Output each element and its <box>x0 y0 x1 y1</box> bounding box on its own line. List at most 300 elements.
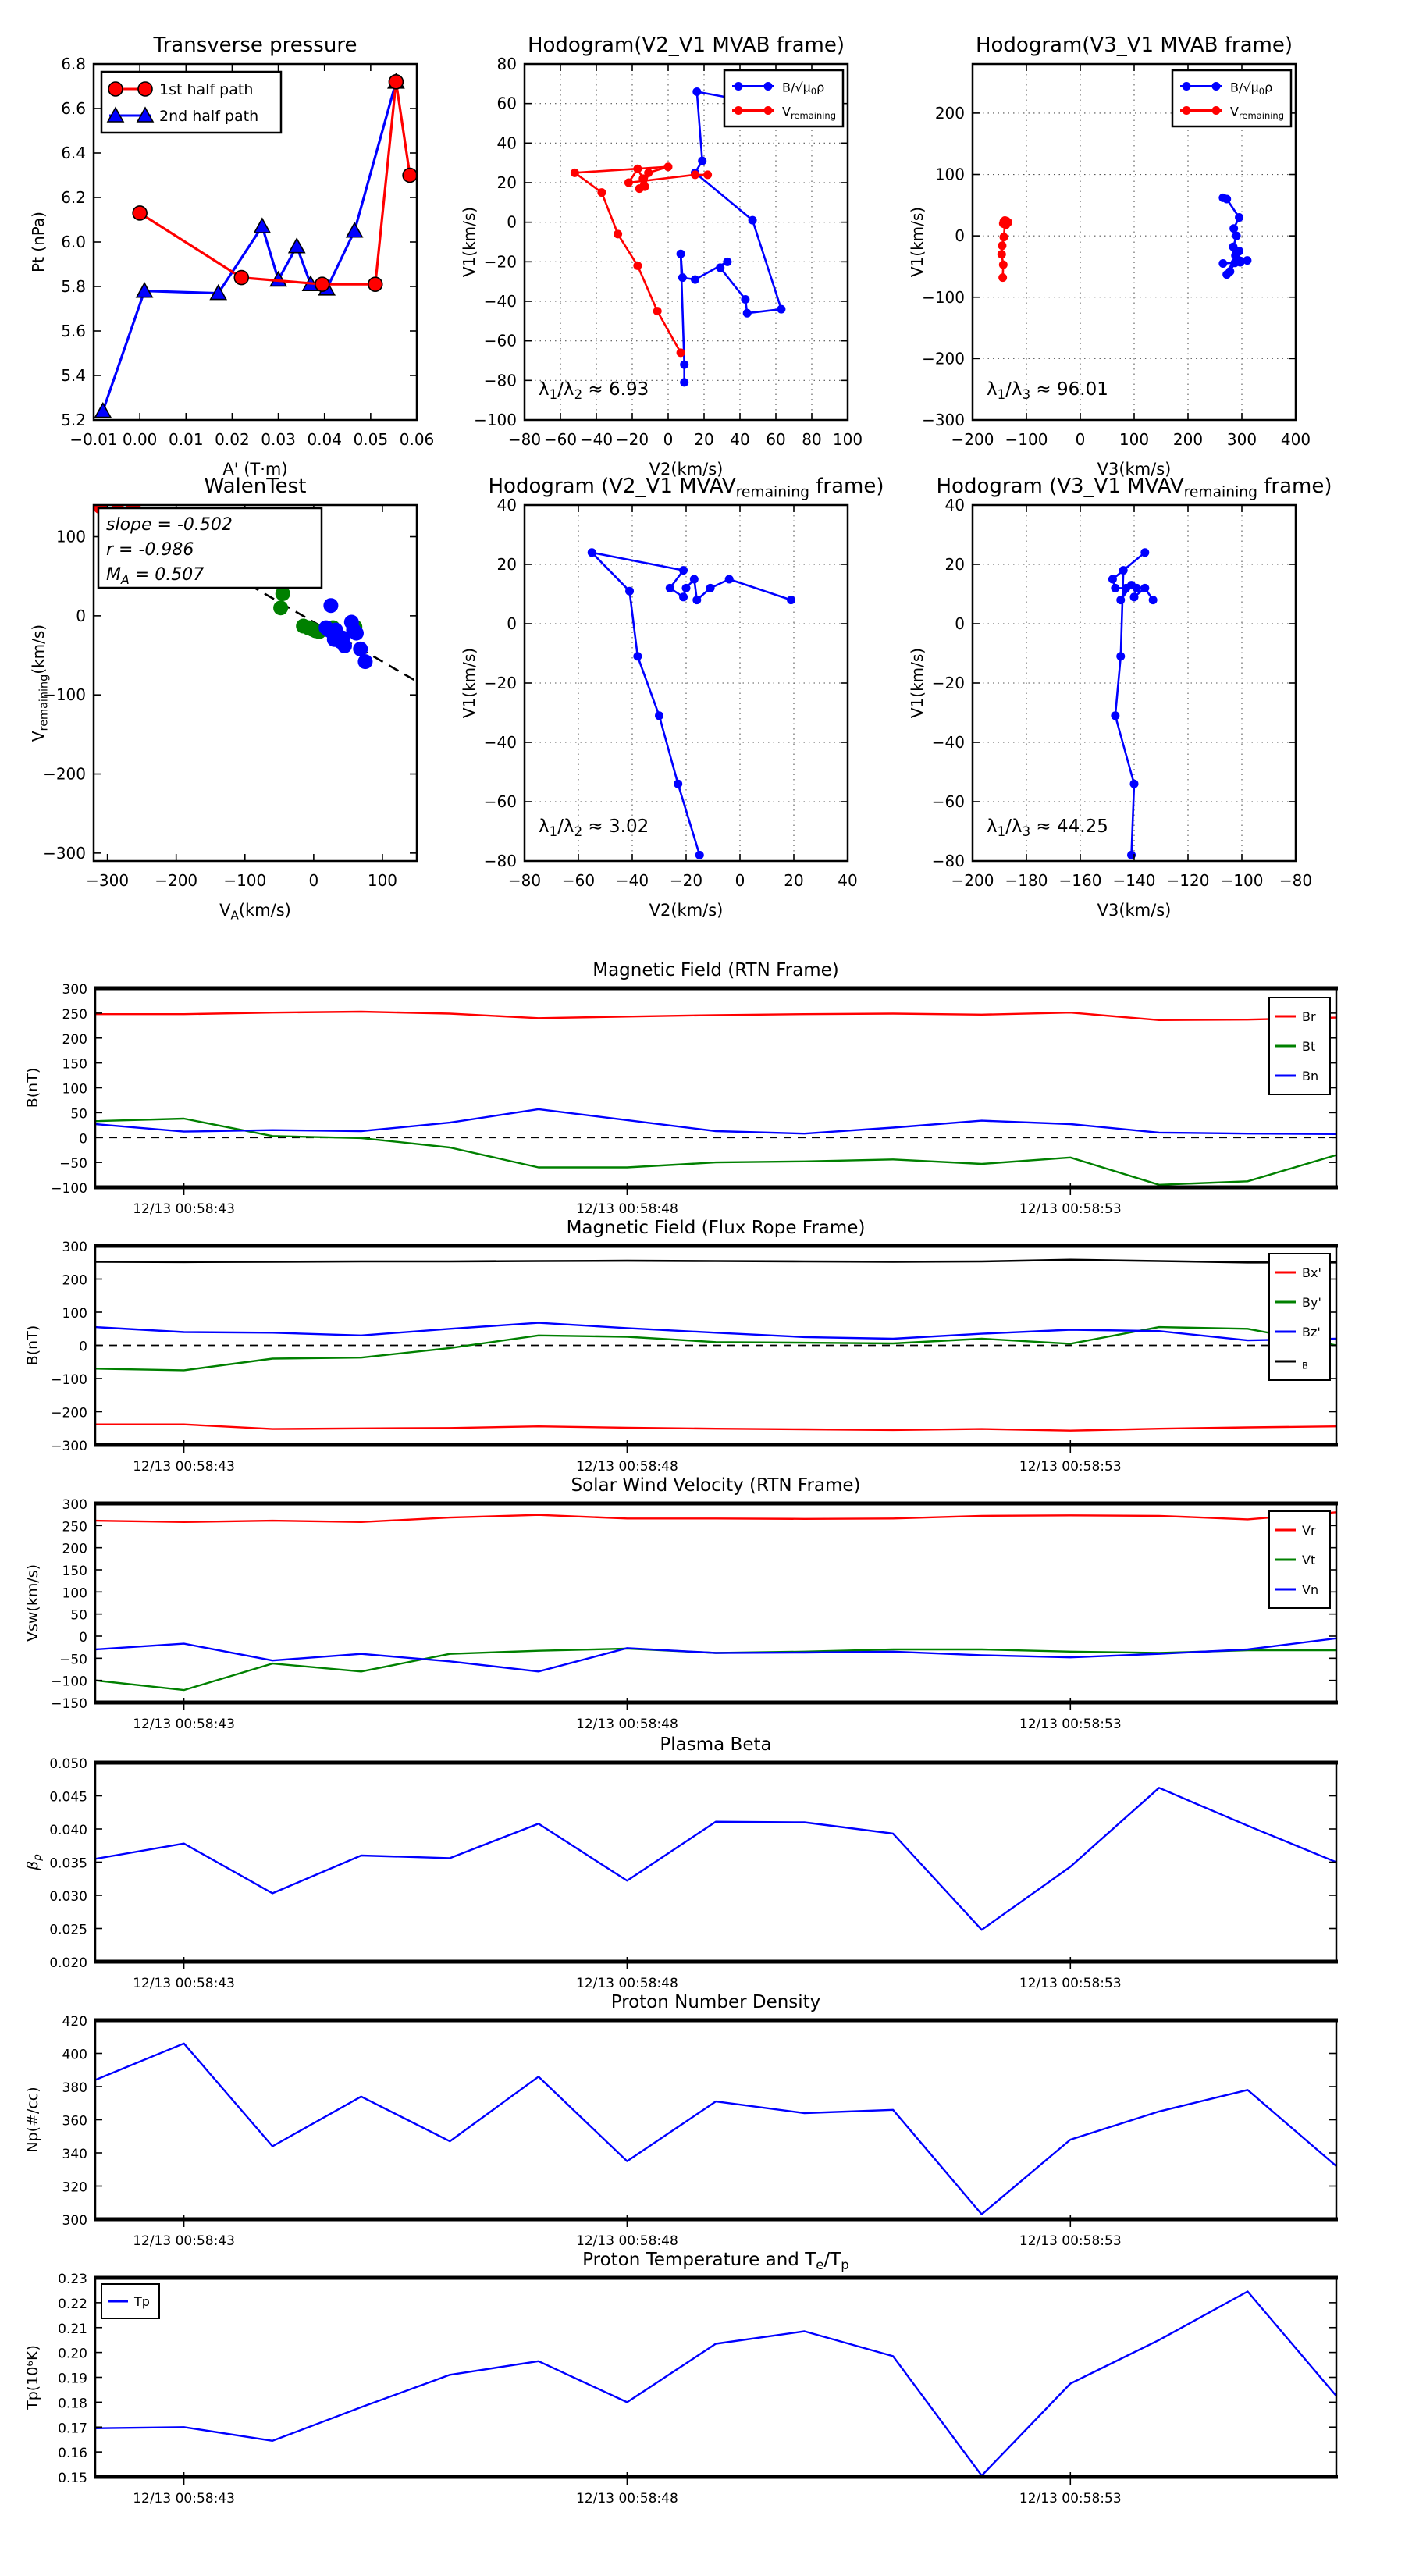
series-b-over-sqrt-mu0-rho-marker <box>1116 652 1125 660</box>
x-tick-label: −200 <box>155 871 198 890</box>
series-b-over-sqrt-mu0-rho-marker <box>787 596 795 604</box>
series-b-over-sqrt-mu0-rho-marker <box>1116 596 1125 604</box>
x-tick-label: −20 <box>669 871 703 890</box>
series-v-remaining-marker <box>641 183 649 191</box>
series-br-line <box>95 1012 1336 1020</box>
series-scatter-blue-marker <box>323 598 338 613</box>
series-group <box>95 2044 1336 2215</box>
panel-title: Hodogram (V3_V1 $MVAV_{remaining}$ frame) <box>936 475 1332 501</box>
x-axis-label: A' (T·m) <box>222 460 288 479</box>
x-tick-label: 0.06 <box>399 430 435 449</box>
series-v-remaining-marker <box>677 348 685 357</box>
x-tick-label: −300 <box>86 871 130 890</box>
legend-v-remaining-label: $V_{remaining}$ <box>782 104 837 121</box>
x-tick-label: 12/13 00:58:48 <box>576 2491 678 2507</box>
panel-title: Magnetic Field (Flux Rope Frame) <box>566 1218 866 1238</box>
legend-b-0--marker <box>1183 82 1191 91</box>
y-tick-label: 300 <box>62 982 87 998</box>
series-b-over-sqrt-mu0-rho-marker <box>1222 270 1231 279</box>
annotation-text: $\lambda_1/\lambda_3 \approx 44.25$ <box>987 817 1108 840</box>
y-tick-label: 0.045 <box>49 1789 87 1806</box>
x-tick-label: 40 <box>730 430 750 449</box>
legend-by'-label: By' <box>1302 1295 1321 1310</box>
y-tick-label: 40 <box>944 496 965 514</box>
series-b-over-sqrt-mu0-rho-marker <box>680 378 688 386</box>
y-axis-label: $\beta_p$ <box>24 1854 44 1870</box>
y-tick-label: 50 <box>70 1106 87 1123</box>
series-b-over-sqrt-mu0-rho-marker <box>588 548 596 557</box>
y-tick-label: 380 <box>62 2080 87 2096</box>
x-axis-label: V3(km/s) <box>1097 460 1172 479</box>
x-tick-label: 100 <box>832 430 863 449</box>
series-scatter-green-marker <box>273 600 288 615</box>
y-tick-label: 0.020 <box>49 1955 87 1971</box>
series-v-remaining-marker <box>571 169 579 177</box>
y-tick-label: 300 <box>62 1497 87 1513</box>
series-scatter-blue-marker <box>357 654 372 669</box>
legend-1st-half-path-marker <box>108 82 123 96</box>
panel-hodogram-v3v1-mvav <box>908 475 1332 920</box>
annotation-text: $\lambda_1/\lambda_2 \approx 3.02$ <box>539 817 649 840</box>
x-tick-label: 20 <box>694 430 714 449</box>
y-tick-label: −60 <box>483 331 517 350</box>
series-b-over-sqrt-mu0-rho-marker <box>677 250 685 258</box>
axes-spines <box>95 1503 1336 1703</box>
y-tick-label: 60 <box>496 94 517 113</box>
panel-hodogram-v2v1-mvav <box>460 475 884 920</box>
legend--b--label: B <box>1302 1360 1308 1372</box>
series-v-remaining-marker <box>633 165 642 173</box>
y-axis-label: B(nT) <box>24 1325 41 1366</box>
y-tick-label: 80 <box>496 55 517 73</box>
series-b-over-sqrt-mu0-rho-marker <box>725 575 734 584</box>
panel-plasma-beta <box>24 1735 1338 1991</box>
series-bt-line <box>95 1119 1336 1185</box>
y-tick-label: 6.8 <box>61 55 86 73</box>
series-b-over-sqrt-mu0-rho-marker <box>666 584 674 592</box>
series-1st-half-path-marker <box>133 206 147 220</box>
series-scatter-blue-marker <box>353 642 368 656</box>
y-tick-label: 0.16 <box>58 2446 87 2462</box>
series-b-over-sqrt-mu0-rho-marker <box>691 276 699 284</box>
x-tick-label: 200 <box>1172 430 1204 449</box>
y-tick-label: 0.23 <box>58 2272 87 2287</box>
y-tick-label: 40 <box>496 133 517 153</box>
legend-b-0--label: $B/√\mu_0\rho$ <box>782 80 825 97</box>
y-tick-label: −40 <box>931 733 965 752</box>
x-tick-label: −20 <box>615 430 649 449</box>
series-b-over-sqrt-mu0-rho-marker <box>674 780 682 788</box>
axes-spines <box>95 1763 1336 1962</box>
x-tick-label: −80 <box>507 871 542 890</box>
x-tick-label: −40 <box>579 430 614 449</box>
annotation-text: $\lambda_1/\lambda_3 \approx 96.01$ <box>987 379 1108 403</box>
y-tick-label: −300 <box>43 843 86 863</box>
y-tick-label: −200 <box>43 764 86 784</box>
y-tick-label: 0 <box>76 606 86 625</box>
y-tick-label: 200 <box>62 1272 87 1289</box>
y-tick-label: −100 <box>51 1181 87 1197</box>
series-v-remaining-line <box>574 167 707 353</box>
series-b-over-sqrt-mu0-rho-marker <box>698 157 706 165</box>
x-tick-label: −140 <box>1112 871 1156 890</box>
x-tick-label: 12/13 00:58:43 <box>133 1717 235 1732</box>
y-tick-label: 150 <box>62 1564 87 1579</box>
y-tick-label: −80 <box>931 852 965 870</box>
legend-b-0--marker <box>1212 82 1221 91</box>
legend-v-remaining-label: $V_{remaining}$ <box>1230 104 1285 121</box>
series-v-remaining-marker <box>624 179 633 187</box>
panel-title: Transverse pressure <box>153 34 357 57</box>
info-box-line: slope = -0.502 <box>106 515 233 535</box>
x-tick-label: −180 <box>1005 871 1048 890</box>
legend-1st-half-path-label: 1st half path <box>159 81 254 98</box>
y-tick-label: 200 <box>62 1031 87 1048</box>
y-tick-label: 400 <box>62 2047 87 2063</box>
axes-spines <box>95 2020 1336 2219</box>
y-tick-label: 0 <box>507 614 517 633</box>
series-v-remaining-marker <box>998 273 1007 282</box>
series-b-over-sqrt-mu0-rho-marker <box>1130 780 1139 788</box>
x-tick-label: 12/13 00:58:48 <box>576 1976 678 1991</box>
y-tick-label: 40 <box>496 496 517 514</box>
series-2nd-half-path-marker <box>347 223 362 237</box>
x-tick-label: 12/13 00:58:53 <box>1019 2491 1122 2507</box>
series-b-over-sqrt-mu0-rho-marker <box>692 87 701 96</box>
y-tick-label: 0.035 <box>49 1856 87 1872</box>
y-tick-label: 6.4 <box>61 144 86 162</box>
legend-bx'-label: Bx' <box>1302 1265 1321 1280</box>
x-tick-label: 12/13 00:58:43 <box>133 2491 235 2507</box>
series-group <box>95 1012 1336 1185</box>
panel-magnetic-field-rtn <box>24 960 1338 1217</box>
x-tick-label: 12/13 00:58:53 <box>1019 1976 1122 1991</box>
x-tick-label: −80 <box>1279 871 1313 890</box>
series-b-over-sqrt-mu0-rho-marker <box>692 596 701 604</box>
x-tick-label: 0 <box>663 430 674 449</box>
y-tick-label: −100 <box>474 411 517 429</box>
series-b-over-sqrt-mu0-rho-marker <box>1218 259 1227 268</box>
x-tick-label: −0.01 <box>69 430 118 449</box>
series-v-remaining-marker <box>703 170 712 179</box>
legend-vt-label: Vt <box>1302 1553 1316 1567</box>
y-tick-label: 6.2 <box>61 188 86 207</box>
series-group <box>95 2292 1336 2476</box>
y-tick-label: −50 <box>59 1156 87 1172</box>
y-tick-label: 5.4 <box>61 366 86 385</box>
x-tick-label: 80 <box>802 430 822 449</box>
x-tick-label: 12/13 00:58:48 <box>576 2233 678 2249</box>
series-v-remaining-marker <box>691 170 699 179</box>
x-tick-label: 0 <box>308 871 319 890</box>
x-tick-label: 12/13 00:58:43 <box>133 2233 235 2249</box>
y-axis-label: Pt (nPa) <box>29 212 48 272</box>
series-1st-half-path-marker <box>389 75 403 89</box>
panel-title: WalenTest <box>204 475 307 498</box>
y-tick-label: 0.040 <box>49 1823 87 1838</box>
x-tick-label: 0.04 <box>307 430 342 449</box>
series-scatter-blue-marker <box>337 639 352 653</box>
y-tick-label: 150 <box>62 1056 87 1073</box>
y-tick-label: 360 <box>62 2113 87 2129</box>
y-tick-label: −80 <box>483 852 517 870</box>
x-tick-label: 12/13 00:58:48 <box>576 1717 678 1732</box>
series-1st-half-path-marker <box>315 277 329 291</box>
y-tick-label: 100 <box>55 527 86 546</box>
y-tick-label: −300 <box>922 411 965 429</box>
series-b-over-sqrt-mu0-rho-marker <box>1130 592 1139 601</box>
series-2nd-half-path-marker <box>254 219 270 233</box>
series-b-over-sqrt-mu0-rho-marker <box>1222 194 1231 203</box>
y-tick-label: 0.19 <box>58 2371 87 2387</box>
y-axis-label: V1(km/s) <box>908 206 927 278</box>
y-tick-label: 6.6 <box>61 99 86 118</box>
y-tick-label: 100 <box>934 165 965 184</box>
y-tick-label: 0.18 <box>58 2396 87 2412</box>
y-tick-label: 20 <box>944 555 965 574</box>
x-tick-label: −40 <box>615 871 649 890</box>
series-bn-line <box>95 1109 1336 1134</box>
panel-title: Magnetic Field (RTN Frame) <box>592 960 839 980</box>
y-tick-label: 6.0 <box>61 233 86 251</box>
legend-b-0--marker <box>735 82 743 91</box>
y-tick-label: −40 <box>483 733 517 752</box>
y-tick-label: 5.8 <box>61 277 86 296</box>
y-tick-label: 420 <box>62 2014 87 2030</box>
x-axis-label: V2(km/s) <box>649 460 724 479</box>
x-tick-label: 0.03 <box>261 430 296 449</box>
y-tick-label: 0.17 <box>58 2421 87 2437</box>
series-scatter-blue-marker <box>349 626 364 641</box>
y-axis-label: $V_{remaining}(km/s)$ <box>29 624 51 742</box>
panel-title: Hodogram (V2_V1 $MVAV_{remaining}$ frame) <box>488 475 884 501</box>
panel-title: Hodogram(V2_V1 MVAB frame) <box>527 34 845 57</box>
y-tick-label: 0.025 <box>49 1922 87 1938</box>
y-tick-label: 100 <box>62 1306 87 1322</box>
y-tick-label: 0 <box>79 1339 87 1355</box>
series-b-over-sqrt-mu0-rho-marker <box>1133 584 1141 592</box>
series-b-over-sqrt-mu0-rho-marker <box>690 575 699 584</box>
panel-title: Hodogram(V3_V1 MVAB frame) <box>975 34 1293 57</box>
series-1st-half-path-marker <box>368 277 382 291</box>
y-tick-label: −20 <box>483 674 517 692</box>
y-tick-label: 5.6 <box>61 322 86 340</box>
series-b-over-sqrt-mu0-rho-marker <box>625 587 634 596</box>
series-b-over-sqrt-mu0-rho-marker <box>682 584 691 592</box>
legend-v-remaining-marker <box>1183 106 1191 115</box>
series-group <box>998 194 1252 282</box>
y-tick-label: −80 <box>483 371 517 390</box>
x-tick-label: 12/13 00:58:43 <box>133 1976 235 1991</box>
series-b-over-sqrt-mu0-rho-marker <box>743 309 752 318</box>
series-2nd-half-path-marker <box>289 239 304 253</box>
x-tick-label: −120 <box>1166 871 1210 890</box>
series-b-over-sqrt-mu0-rho-marker <box>679 566 688 575</box>
y-tick-label: −150 <box>51 1696 87 1712</box>
y-tick-label: −100 <box>922 287 965 307</box>
legend-v-remaining-marker <box>1212 106 1221 115</box>
y-tick-label: 0 <box>955 614 965 633</box>
y-tick-label: 340 <box>62 2147 87 2162</box>
y-axis-label: V1(km/s) <box>460 647 478 719</box>
x-tick-label: 12/13 00:58:53 <box>1019 2233 1122 2249</box>
legend-bt-label: Bt <box>1302 1039 1316 1054</box>
panel-proton-number-density <box>24 1992 1338 2249</box>
series-b-over-sqrt-mu0-rho-marker <box>1232 232 1241 240</box>
x-tick-label: −200 <box>951 430 994 449</box>
series-group <box>95 1788 1336 1930</box>
y-tick-label: 0.030 <box>49 1889 87 1905</box>
series-b-over-sqrt-mu0-rho-marker <box>1108 575 1117 584</box>
y-tick-label: 200 <box>62 1541 87 1557</box>
x-tick-label: 12/13 00:58:43 <box>133 1459 235 1475</box>
series-b-over-sqrt-mu0-rho-marker <box>680 361 688 369</box>
series-b-over-sqrt-mu0-rho-marker <box>1235 213 1243 222</box>
y-tick-label: 250 <box>62 1519 87 1535</box>
series-b-over-sqrt-mu0-rho-marker <box>706 584 715 592</box>
y-tick-label: 0.20 <box>58 2346 87 2362</box>
series-b-over-sqrt-mu0-rho-line <box>681 92 781 382</box>
series-vr-line <box>95 1512 1336 1522</box>
y-tick-label: 200 <box>934 103 965 123</box>
series-v-remaining-marker <box>998 241 1006 250</box>
series-group <box>571 87 786 386</box>
series-b-over-sqrt-mu0-rho-marker <box>1149 596 1158 604</box>
y-tick-label: −50 <box>59 1652 87 1668</box>
series-b-over-sqrt-mu0-rho-marker <box>1111 584 1119 592</box>
legend-1st-half-path-marker <box>138 82 152 96</box>
legend-2nd-half-path-label: 2nd half path <box>159 108 259 125</box>
series-1st-half-path-marker <box>234 271 248 285</box>
y-tick-label: 50 <box>70 1607 87 1624</box>
series-beta-p-line <box>95 1788 1336 1930</box>
panel-title: Proton Number Density <box>610 1992 821 2012</box>
y-tick-label: 250 <box>62 1006 87 1023</box>
y-tick-label: 0 <box>955 226 965 246</box>
legend-vn-label: Vn <box>1302 1582 1319 1597</box>
series-v-remaining-marker <box>614 229 622 238</box>
panel-hodogram-v2v1-mvab <box>460 34 863 479</box>
series-np-line <box>95 2044 1336 2215</box>
x-tick-label: 20 <box>784 871 804 890</box>
y-tick-label: −100 <box>51 1674 87 1690</box>
series-v-remaining-marker <box>633 262 642 270</box>
y-tick-label: 0.15 <box>58 2471 87 2486</box>
x-tick-label: −80 <box>507 430 542 449</box>
x-tick-label: −60 <box>561 871 596 890</box>
series-2nd-half-path-marker <box>95 404 111 418</box>
x-tick-label: −100 <box>223 871 267 890</box>
x-tick-label: 60 <box>766 430 786 449</box>
x-tick-label: −100 <box>1005 430 1048 449</box>
series-v-remaining-marker <box>999 261 1008 269</box>
panel-title: Solar Wind Velocity (RTN Frame) <box>571 1475 861 1496</box>
legend-b-0--marker <box>764 82 773 91</box>
x-axis-label: V2(km/s) <box>649 901 724 920</box>
series-group <box>1108 548 1158 859</box>
y-tick-label: −200 <box>922 349 965 368</box>
x-tick-label: 100 <box>367 871 398 890</box>
y-tick-label: −40 <box>483 292 517 311</box>
axes-spines <box>95 2278 1336 2477</box>
series-b-over-sqrt-mu0-rho-marker <box>723 258 731 266</box>
panel-title: Proton Temperature and $T_e/T_p$ <box>582 2250 849 2273</box>
series-1st-half-path-marker <box>403 169 417 183</box>
panel-magnetic-field-flux-rope <box>24 1218 1338 1475</box>
series-v-remaining-marker <box>1000 233 1008 241</box>
y-axis-label: V1(km/s) <box>460 206 478 278</box>
series-v-remaining-marker <box>653 307 662 315</box>
panel-hodogram-v3v1-mvab <box>908 34 1311 479</box>
legend-bz'-label: Bz' <box>1302 1325 1321 1340</box>
series-bz'-line <box>95 1323 1336 1341</box>
legend-v-remaining-marker <box>764 106 773 115</box>
x-tick-label: 0 <box>735 871 745 890</box>
x-axis-label: V3(km/s) <box>1097 901 1172 920</box>
series-b-over-sqrt-mu0-rho-marker <box>1231 258 1240 267</box>
x-tick-label: 0.05 <box>353 430 389 449</box>
legend-b-0--label: $B/√\mu_0\rho$ <box>1230 80 1273 97</box>
x-tick-label: 12/13 00:58:53 <box>1019 1717 1122 1732</box>
panel-title: Plasma Beta <box>660 1735 772 1755</box>
series-scatter-red-marker <box>110 494 125 509</box>
series-b-over-sqrt-mu0-rho-marker <box>679 592 688 601</box>
panel-solar-wind-velocity-rtn <box>24 1475 1338 1732</box>
series-v-remaining-marker <box>1001 220 1009 229</box>
series-b-over-sqrt-mu0-rho-marker <box>777 305 785 314</box>
legend-v-remaining-marker <box>735 106 743 115</box>
y-tick-label: 0 <box>507 212 517 232</box>
y-axis-label: B(nT) <box>24 1067 41 1108</box>
info-box-line: r = -0.986 <box>106 540 194 560</box>
series-b-over-sqrt-mu0-rho-marker <box>1140 584 1149 592</box>
y-tick-label: −60 <box>931 792 965 811</box>
series-v-remaining-marker <box>998 250 1006 258</box>
y-tick-label: 320 <box>62 2179 87 2196</box>
series-v-remaining-marker <box>644 169 653 177</box>
legend-br-label: Br <box>1302 1009 1316 1024</box>
series-b-over-sqrt-mu0-rho-marker <box>1111 711 1119 720</box>
series-v-remaining-marker <box>664 162 673 171</box>
x-tick-label: 0.01 <box>169 430 204 449</box>
series-b-over-sqrt-mu0-rho-marker <box>1229 224 1238 233</box>
y-tick-label: 300 <box>62 2213 87 2229</box>
info-box-line: $M_A = 0.507$ <box>106 565 205 587</box>
y-axis-label: Tp(10⁶K) <box>24 2345 41 2410</box>
y-tick-label: −100 <box>43 685 86 705</box>
x-tick-label: 40 <box>838 871 858 890</box>
series-b-over-sqrt-mu0-rho-marker <box>741 295 749 304</box>
series-b-over-sqrt-mu0-rho-marker <box>1140 548 1149 557</box>
x-tick-label: 12/13 00:58:53 <box>1019 1201 1122 1217</box>
y-tick-label: −20 <box>483 252 517 272</box>
y-tick-label: 100 <box>62 1081 87 1098</box>
y-axis-label: Vsw(km/s) <box>24 1564 41 1642</box>
x-tick-label: 0.00 <box>122 430 158 449</box>
x-tick-label: 12/13 00:58:48 <box>576 1459 678 1475</box>
series-b-over-sqrt-mu0-rho-marker <box>1119 566 1128 575</box>
series-group <box>95 1512 1336 1690</box>
y-axis-label: V1(km/s) <box>908 647 927 719</box>
x-axis-label: $V_A(km/s)$ <box>219 901 291 923</box>
series-bx'-line <box>95 1425 1336 1431</box>
panel-transverse-pressure <box>29 34 434 479</box>
y-tick-label: −300 <box>51 1439 87 1454</box>
series-b-over-sqrt-mu0-rho-marker <box>633 652 642 660</box>
x-tick-label: −60 <box>543 430 578 449</box>
y-tick-label: −60 <box>483 792 517 811</box>
x-tick-label: 12/13 00:58:43 <box>133 1201 235 1217</box>
